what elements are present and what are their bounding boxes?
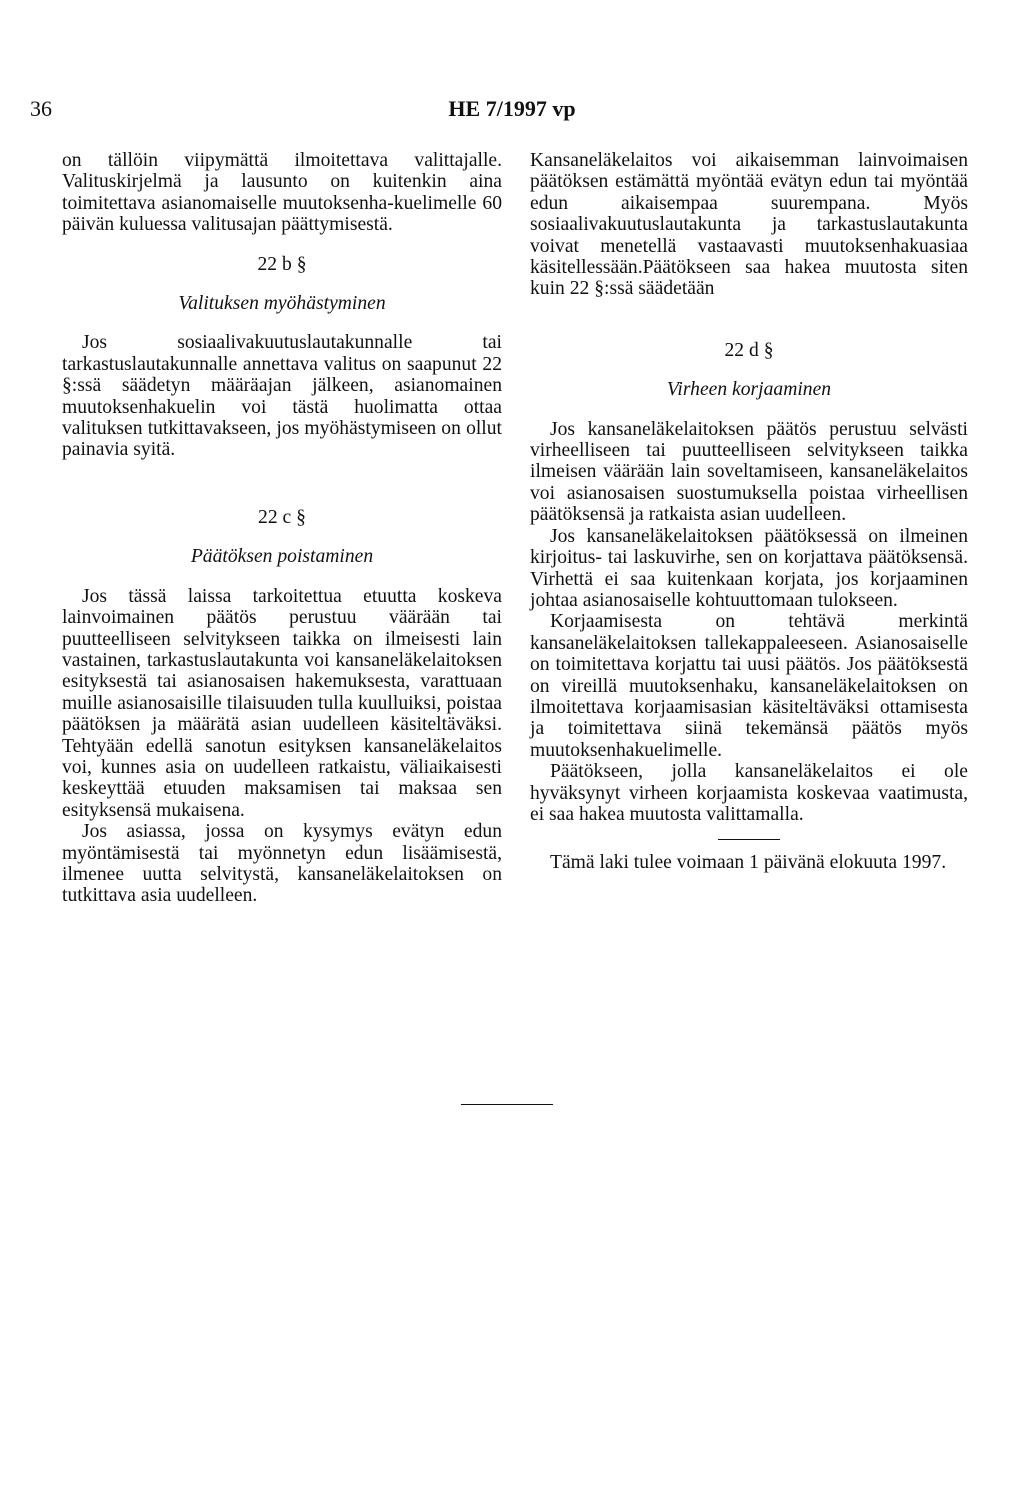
- page-number: 36: [30, 96, 52, 121]
- section-number-22b: 22 b §: [257, 253, 307, 275]
- paragraph-22d-4: Päätökseen, jolla kansaneläkelaitos ei ole hyväksynyt virheen korjaamista koskevaa vaatimusta, ei saa hakea muutosta valittamalla.: [530, 761, 968, 825]
- paragraph-22b-1: Jos sosiaalivakuutuslautakunnalle tai tarkastuslautakunnalle annettava valitus on saapunut 22 §:ssä säädetyn määräajan jälkeen, asianomainen muutoksenhakuelin voi tästä huolimatta ottaa valituksen tutkittavakseen, jos myöhästymiseen on ollut painavia syitä.: [62, 332, 502, 461]
- paragraph-22d-2: Jos kansaneläkelaitoksen päätöksessä on ilmeinen kirjoitus- tai laskuvirhe, sen on korjattava päätöksensä. Virhettä ei saa kuitenkaan korjata, jos korjaaminen johtaa asianosaiselle kohtuuttomaan tulokseen.: [530, 525, 968, 611]
- entry-into-force: Tämä laki tulee voimaan 1 päivänä elokuuta 1997.: [550, 852, 947, 874]
- left-column: [62, 150, 502, 907]
- end-rule: [461, 1104, 553, 1105]
- section-title-22c: Päätöksen poistaminen: [190, 546, 374, 568]
- section-title-22b: Valituksen myöhästyminen: [178, 293, 386, 315]
- right-column: [530, 150, 968, 874]
- separator-rule: [718, 839, 780, 840]
- paragraph-continued-right: Kansaneläkelaitos voi aikaisemman lainvoimaisen päätöksen estämättä myöntää evätyn edun tai myöntää edun aikaisempaa suurempana. Myös sosiaalivakuutuslautakunta ja tarkastuslautakunta voivat menetellä vastaavasti muutoksenhakuasiaa käsitellessään.Päätökseen saa hakea muutosta siten kuin 22 §:ssä säädetään: [530, 150, 968, 300]
- running-header: HE 7/1997 vp: [448, 96, 576, 121]
- paragraph-22c-2: Jos asiassa, jossa on kysymys evätyn edun myöntämisestä tai myönnetyn edun lisäämisestä, ilmenee uutta selvitystä, kansaneläkelaitoksen on tutkittava asia uudelleen.: [62, 821, 502, 907]
- paragraph-22d-1: Jos kansaneläkelaitoksen päätös perustuu selvästi virheelliseen tai puutteelliseen selvitykseen taikka ilmeisen väärään lain soveltamiseen, kansaneläkelaitos voi asianosaisen suostumuksella poistaa virheellisen päätöksensä ja ratkaista asian uudelleen.: [530, 418, 968, 526]
- section-number-22c: 22 c §: [258, 506, 306, 528]
- section-title-22d: Virheen korjaaminen: [666, 379, 832, 401]
- section-number-22d: 22 d §: [724, 339, 774, 361]
- paragraph-continued: on tällöin viipymättä ilmoitettava valittajalle. Valituskirjelmä ja lausunto on kuitenkin aina toimitettava asianomaiselle muutoksenha-kuelimelle 60 päivän kuluessa valitusajan päättymisestä.: [62, 150, 502, 236]
- paragraph-22c-1: Jos tässä laissa tarkoitettua etuutta koskeva lainvoimainen päätös perustuu väärään tai puutteelliseen selvitykseen taikka on ilmeisesti lain vastainen, tarkastuslautakunta voi kansaneläkelaitoksen esityksestä tai asianosaisen hakemuksesta, varattuaan muille asianosaisille tilaisuuden tulla kuulluiksi, poistaa päätöksen ja määrätä asian uudelleen käsiteltäväksi. Tehtyään edellä sanotun esityksen kansaneläkelaitos voi, kunnes asia on uudelleen ratkaistu, väliaikaisesti keskeyttää etuuden maksamisen tai maksaa sen esityksensä mukaisena.: [62, 585, 502, 821]
- paragraph-22d-3: Korjaamisesta on tehtävä merkintä kansaneläkelaitoksen tallekappaleeseen. Asianosaiselle on toimitettava korjattu tai uusi päätös. Jos päätöksestä on vireillä muutoksenhaku, kansaneläkelaitoksen on ilmoitettava korjaamisasian käsiteltäväksi ottamisesta ja toimitettava siinä tekemänsä päätös myös muutoksenhakuelimelle.: [530, 611, 968, 761]
